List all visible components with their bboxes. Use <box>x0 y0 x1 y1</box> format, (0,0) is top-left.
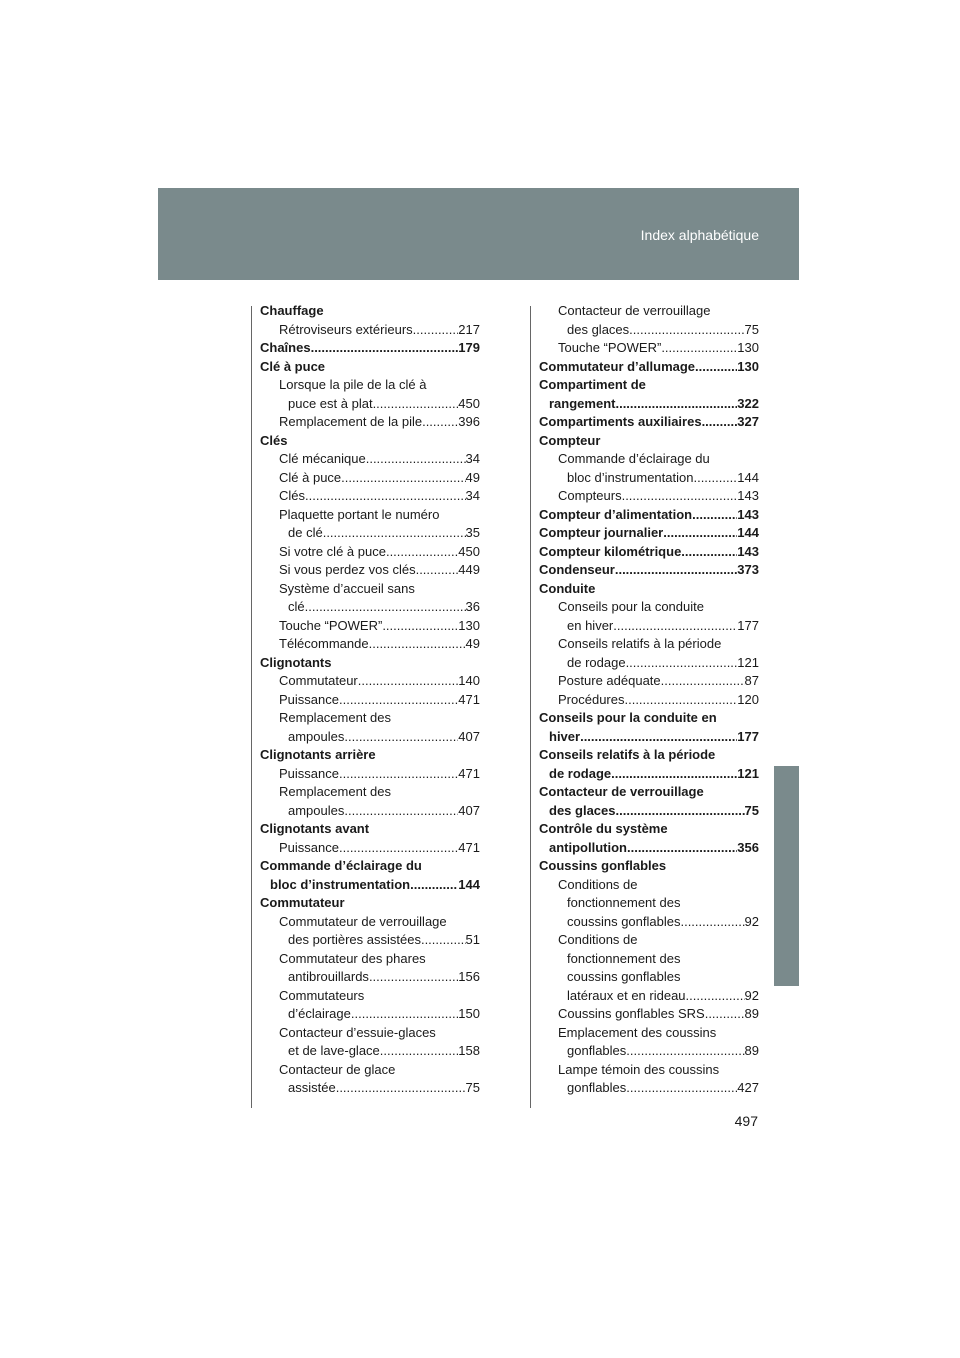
index-entry <box>260 691 480 710</box>
index-entry <box>260 820 480 839</box>
index-entry-text: fonctionnement des <box>567 895 681 910</box>
index-entry-text: Conseils pour la conduite en <box>539 710 717 725</box>
index-entry-page: 144 <box>458 876 480 892</box>
index-entry <box>260 894 480 913</box>
dot-leader <box>305 598 466 617</box>
dot-leader <box>358 672 459 691</box>
dot-leader <box>422 413 458 432</box>
index-entry-page: 158 <box>458 1043 480 1058</box>
index-entry <box>539 931 759 950</box>
dot-leader <box>373 395 459 414</box>
index-entry <box>260 376 480 395</box>
index-entry-text: Condenseur <box>539 562 615 577</box>
index-entry-text: Touche “POWER” <box>279 617 383 633</box>
page-number: 497 <box>734 1113 758 1129</box>
index-entry <box>260 1079 480 1098</box>
dot-leader <box>627 839 737 858</box>
dot-leader <box>661 672 745 691</box>
index-entry-page: 217 <box>458 321 480 337</box>
index-entry <box>539 802 759 821</box>
dot-leader <box>580 728 737 747</box>
index-entry-page: 179 <box>458 340 480 355</box>
index-entry-text: Contrôle du système <box>539 821 668 836</box>
dot-leader <box>369 635 466 654</box>
index-entry <box>260 432 480 451</box>
dot-leader <box>693 469 737 488</box>
index-entry-page: 92 <box>744 987 759 1003</box>
index-entry-text: Puissance <box>279 691 339 707</box>
index-entry <box>539 469 759 488</box>
dot-leader <box>622 487 738 506</box>
index-entry-text: Clignotants avant <box>260 821 370 836</box>
dot-leader <box>613 617 737 636</box>
index-entry-text: des portières assistées <box>288 932 421 947</box>
index-entry <box>539 321 759 340</box>
index-entry-text: Compteur journalier <box>539 525 664 540</box>
index-entry <box>260 580 480 599</box>
index-entry-page: 89 <box>744 1043 759 1058</box>
section-title: Index alphabétique <box>640 227 759 243</box>
index-entry <box>539 783 759 802</box>
index-entry-text: Clés <box>260 432 288 448</box>
index-entry <box>539 950 759 969</box>
index-entry-page: 130 <box>737 340 759 355</box>
index-entry-text: Contacteur de verrouillage <box>558 303 711 318</box>
dot-leader <box>692 506 737 525</box>
index-entry <box>539 654 759 673</box>
index-entry-text: Conseils pour la conduite <box>558 599 704 614</box>
dot-leader <box>410 876 458 895</box>
index-entry-page: 75 <box>744 802 759 818</box>
index-entry-page: 373 <box>737 562 759 577</box>
index-entry <box>539 302 759 321</box>
index-entry-page: 143 <box>737 543 759 559</box>
index-entry-page: 121 <box>737 765 759 781</box>
index-entry-page: 450 <box>458 543 480 559</box>
index-entry-text: Clignotants arrière <box>260 747 376 762</box>
index-entry-page: 356 <box>737 839 759 855</box>
index-entry-text: et de lave-glace <box>288 1043 380 1058</box>
index-entry-text: Chauffage <box>260 303 324 318</box>
index-entry <box>260 302 480 321</box>
index-entry-text: de rodage <box>549 765 612 781</box>
index-entry <box>539 968 759 987</box>
index-entry-text: antibrouillards <box>288 969 369 984</box>
dot-leader <box>413 321 459 340</box>
index-entry <box>260 876 480 895</box>
index-entry-text: Plaquette portant le numéro <box>279 506 440 522</box>
index-entry <box>260 709 480 728</box>
index-entry-text: coussins gonflables <box>567 913 681 929</box>
index-entry-text: Clé mécanique <box>279 451 366 466</box>
index-entry-page: 407 <box>458 802 480 818</box>
dot-leader <box>366 450 466 469</box>
index-entry <box>539 432 759 451</box>
index-entry <box>260 561 480 580</box>
index-entry <box>539 1024 759 1043</box>
dot-leader <box>680 913 744 932</box>
index-entry-text: ampoules <box>288 802 345 818</box>
dot-leader <box>626 1079 737 1098</box>
index-entry <box>260 839 480 858</box>
index-entry-text: hiver <box>549 728 581 744</box>
index-entry-text: Conseils relatifs à la période <box>539 747 716 762</box>
index-entry-text: clé <box>288 599 305 614</box>
index-entry <box>260 746 480 765</box>
index-entry-page: 120 <box>737 691 759 707</box>
index-entry <box>260 1061 480 1080</box>
dot-leader <box>663 524 737 543</box>
index-entry-text: Commande d’éclairage du <box>260 858 422 873</box>
index-entry <box>260 358 480 377</box>
dot-leader <box>615 561 737 580</box>
index-entry <box>260 598 480 617</box>
index-entry-page: 143 <box>737 506 759 522</box>
index-entry-page: 34 <box>465 451 480 466</box>
index-entry-text: bloc d’instrumentation <box>270 876 411 892</box>
index-entry <box>260 950 480 969</box>
index-entry-text: Conditions de <box>558 932 638 947</box>
index-entry-text: gonflables <box>567 1080 627 1095</box>
index-entry-page: 75 <box>744 321 759 337</box>
index-entry <box>539 1079 759 1098</box>
index-entry-text: Compartiments auxiliaires <box>539 414 702 429</box>
index-entry-page: 144 <box>737 525 759 540</box>
index-entry <box>260 802 480 821</box>
index-entry-text: Système d’accueil sans <box>279 580 415 596</box>
index-entry <box>539 672 759 691</box>
index-entry-text: Coussins gonflables <box>539 858 667 873</box>
index-entry <box>539 857 759 876</box>
index-column-right <box>539 302 759 1098</box>
index-entry <box>539 746 759 765</box>
index-entry-page: 450 <box>458 395 480 411</box>
index-entry <box>539 358 759 377</box>
index-entry-page: 150 <box>458 1006 480 1021</box>
index-entry <box>539 894 759 913</box>
dot-leader <box>382 617 458 636</box>
index-entry-page: 36 <box>465 599 480 614</box>
index-entry <box>260 913 480 932</box>
dot-leader <box>344 728 458 747</box>
index-entry-text: Télécommande <box>279 636 369 651</box>
index-entry <box>260 1005 480 1024</box>
index-entry-text: Commutateur des phares <box>279 950 426 966</box>
dot-leader <box>323 524 466 543</box>
index-entry <box>260 783 480 802</box>
index-entry-page: 51 <box>465 932 480 947</box>
index-entry <box>539 691 759 710</box>
index-entry <box>260 1024 480 1043</box>
index-entry <box>539 598 759 617</box>
index-entry-text: Commutateur <box>279 673 358 688</box>
dot-leader <box>339 839 458 858</box>
index-entry-text: Clés <box>279 488 306 503</box>
index-entry-text: Commutateur de verrouillage <box>279 913 447 929</box>
index-entry-text: de rodage <box>567 654 626 670</box>
index-entry-page: 177 <box>737 617 759 633</box>
index-entry-text: Commande d’éclairage du <box>558 451 710 466</box>
index-entry-text: Conduite <box>539 580 596 596</box>
dot-leader <box>344 802 458 821</box>
index-entry-page: 177 <box>737 728 759 744</box>
index-entry-page: 89 <box>744 1006 759 1021</box>
index-entry-text: d’éclairage <box>288 1006 351 1021</box>
dot-leader <box>341 469 465 488</box>
index-entry-text: Remplacement des <box>279 784 391 799</box>
index-entry <box>260 617 480 636</box>
index-entry-text: coussins gonflables <box>567 969 681 984</box>
index-entry-text: Commutateur d’allumage <box>539 358 696 374</box>
index-entry-page: 471 <box>458 839 480 855</box>
index-entry <box>539 580 759 599</box>
index-entry <box>260 469 480 488</box>
index-entry <box>539 765 759 784</box>
section-tab <box>774 766 799 986</box>
index-column-left <box>260 302 480 1098</box>
index-entry-text: Rétroviseurs extérieurs <box>279 321 413 337</box>
index-entry-text: Remplacement des <box>279 710 391 725</box>
dot-leader <box>339 765 458 784</box>
index-entry-text: Clé à puce <box>279 469 342 485</box>
dot-leader <box>661 339 737 358</box>
index-entry <box>539 987 759 1006</box>
index-entry-text: Emplacement des coussins <box>558 1024 717 1040</box>
index-entry-text: Compteur <box>539 432 601 448</box>
index-entry <box>539 617 759 636</box>
index-entry-page: 130 <box>458 617 480 633</box>
index-entry-text: assistée <box>288 1080 336 1095</box>
dot-leader <box>416 561 459 580</box>
index-entry-page: 87 <box>744 673 759 688</box>
index-entry-text: Puissance <box>279 765 339 781</box>
dot-leader <box>369 968 458 987</box>
index-entry-page: 49 <box>465 636 480 651</box>
index-entry-page: 140 <box>458 673 480 688</box>
dot-leader <box>386 543 458 562</box>
index-entry-page: 427 <box>737 1080 759 1095</box>
index-entry <box>260 1042 480 1061</box>
dot-leader <box>686 987 745 1006</box>
index-entry <box>260 672 480 691</box>
index-entry-text: Commutateurs <box>279 987 365 1003</box>
index-entry-text: antipollution <box>549 839 627 855</box>
index-entry-text: Chaînes <box>260 340 311 355</box>
index-entry-text: Coussins gonflables SRS <box>558 1006 705 1021</box>
index-entry-page: 156 <box>458 969 480 984</box>
index-entry-text: Contacteur d’essuie-glaces <box>279 1024 436 1040</box>
index-entry <box>260 413 480 432</box>
index-entry <box>539 839 759 858</box>
index-entry <box>260 728 480 747</box>
index-entry <box>260 931 480 950</box>
index-entry-page: 327 <box>737 414 759 429</box>
index-entry <box>539 1042 759 1061</box>
index-entry-text: Procédures <box>558 691 625 707</box>
index-entry <box>260 506 480 525</box>
index-entry-text: Lampe témoin des coussins <box>558 1061 720 1077</box>
index-entry-page: 75 <box>465 1080 480 1095</box>
index-entry-text: Posture adéquate <box>558 673 661 688</box>
index-entry-text: latéraux et en rideau <box>567 987 686 1003</box>
index-entry <box>260 487 480 506</box>
dot-leader <box>616 802 745 821</box>
index-entry-text: Clignotants <box>260 654 332 670</box>
index-entry-text: Conseils relatifs à la période <box>558 636 722 651</box>
index-entry-text: de clé <box>288 525 323 540</box>
index-entry <box>539 820 759 839</box>
index-entry <box>539 543 759 562</box>
index-entry <box>260 450 480 469</box>
index-entry-page: 471 <box>458 691 480 707</box>
index-entry-text: Puissance <box>279 839 339 855</box>
dot-leader <box>681 543 737 562</box>
index-entry <box>539 561 759 580</box>
middle-column-rule <box>530 306 531 1108</box>
dot-leader <box>626 654 738 673</box>
index-entry <box>260 654 480 673</box>
index-entry-text: rangement <box>549 395 616 411</box>
index-entry <box>260 968 480 987</box>
dot-leader <box>624 691 737 710</box>
index-entry <box>539 1061 759 1080</box>
index-entry-page: 449 <box>458 562 480 577</box>
index-entry-text: Clé à puce <box>260 358 326 374</box>
index-entry-page: 35 <box>465 525 480 540</box>
index-entry <box>539 1005 759 1024</box>
index-entry <box>539 913 759 932</box>
index-entry-text: fonctionnement des <box>567 950 681 966</box>
index-entry-page: 396 <box>458 414 480 429</box>
index-entry-text: Compteurs <box>558 488 622 503</box>
dot-leader <box>626 1042 744 1061</box>
index-entry-text: ampoules <box>288 728 345 744</box>
index-entry <box>260 987 480 1006</box>
index-entry <box>539 635 759 654</box>
index-entry-text: des glaces <box>567 321 630 337</box>
dot-leader <box>380 1042 459 1061</box>
dot-leader <box>702 413 738 432</box>
index-entry <box>260 339 480 358</box>
dot-leader <box>336 1079 466 1098</box>
index-entry <box>539 876 759 895</box>
index-entry-text: Commutateur <box>260 895 345 910</box>
index-entry <box>539 376 759 395</box>
index-entry <box>539 413 759 432</box>
index-entry-text: Compartiment de <box>539 377 646 392</box>
dot-leader <box>311 339 459 358</box>
index-entry-text: Touche “POWER” <box>558 340 662 355</box>
index-entry-page: 143 <box>737 488 759 503</box>
index-entry-page: 49 <box>465 469 480 485</box>
index-entry <box>260 857 480 876</box>
index-entry <box>539 524 759 543</box>
dot-leader <box>421 931 466 950</box>
index-entry <box>539 709 759 728</box>
index-entry-page: 471 <box>458 765 480 781</box>
left-column-rule <box>251 306 252 1108</box>
index-entry-text: Si votre clé à puce <box>279 543 386 559</box>
index-entry-text: Remplacement de la pile <box>279 414 423 429</box>
index-entry-text: Lorsque la pile de la clé à <box>279 377 427 392</box>
index-entry <box>260 765 480 784</box>
index-entry-page: 92 <box>744 913 759 929</box>
index-entry-text: bloc d’instrumentation <box>567 469 694 485</box>
index-entry-page: 121 <box>737 654 759 670</box>
index-entry-text: en hiver <box>567 617 614 633</box>
dot-leader <box>629 321 744 340</box>
index-entry-text: puce est à plat <box>288 395 373 411</box>
index-entry-text: Conditions de <box>558 876 638 892</box>
index-entry-page: 144 <box>737 469 759 485</box>
index-entry-page: 34 <box>465 488 480 503</box>
dot-leader <box>695 358 737 377</box>
dot-leader <box>705 1005 745 1024</box>
dot-leader <box>339 691 458 710</box>
index-entry <box>260 543 480 562</box>
index-entry-text: Compteur kilométrique <box>539 543 682 559</box>
index-entry-text: Contacteur de verrouillage <box>539 784 704 799</box>
index-entry <box>539 339 759 358</box>
index-entry-text: gonflables <box>567 1043 627 1058</box>
index-entry <box>260 524 480 543</box>
index-entry-text: des glaces <box>549 802 616 818</box>
index-entry-page: 407 <box>458 728 480 744</box>
header-band <box>158 188 799 280</box>
dot-leader <box>611 765 737 784</box>
index-entry <box>260 635 480 654</box>
index-entry <box>539 450 759 469</box>
index-entry-text: Si vous perdez vos clés <box>279 562 416 577</box>
dot-leader <box>351 1005 458 1024</box>
index-entry <box>539 487 759 506</box>
index-entry-page: 130 <box>737 358 759 374</box>
index-entry <box>539 395 759 414</box>
index-entry <box>260 395 480 414</box>
index-entry-text: Compteur d’alimentation <box>539 506 693 522</box>
index-entry <box>539 728 759 747</box>
index-entry-page: 322 <box>737 395 759 411</box>
dot-leader <box>305 487 466 506</box>
index-entry-text: Contacteur de glace <box>279 1061 396 1077</box>
index-entry <box>539 506 759 525</box>
index-entry <box>260 321 480 340</box>
dot-leader <box>615 395 737 414</box>
